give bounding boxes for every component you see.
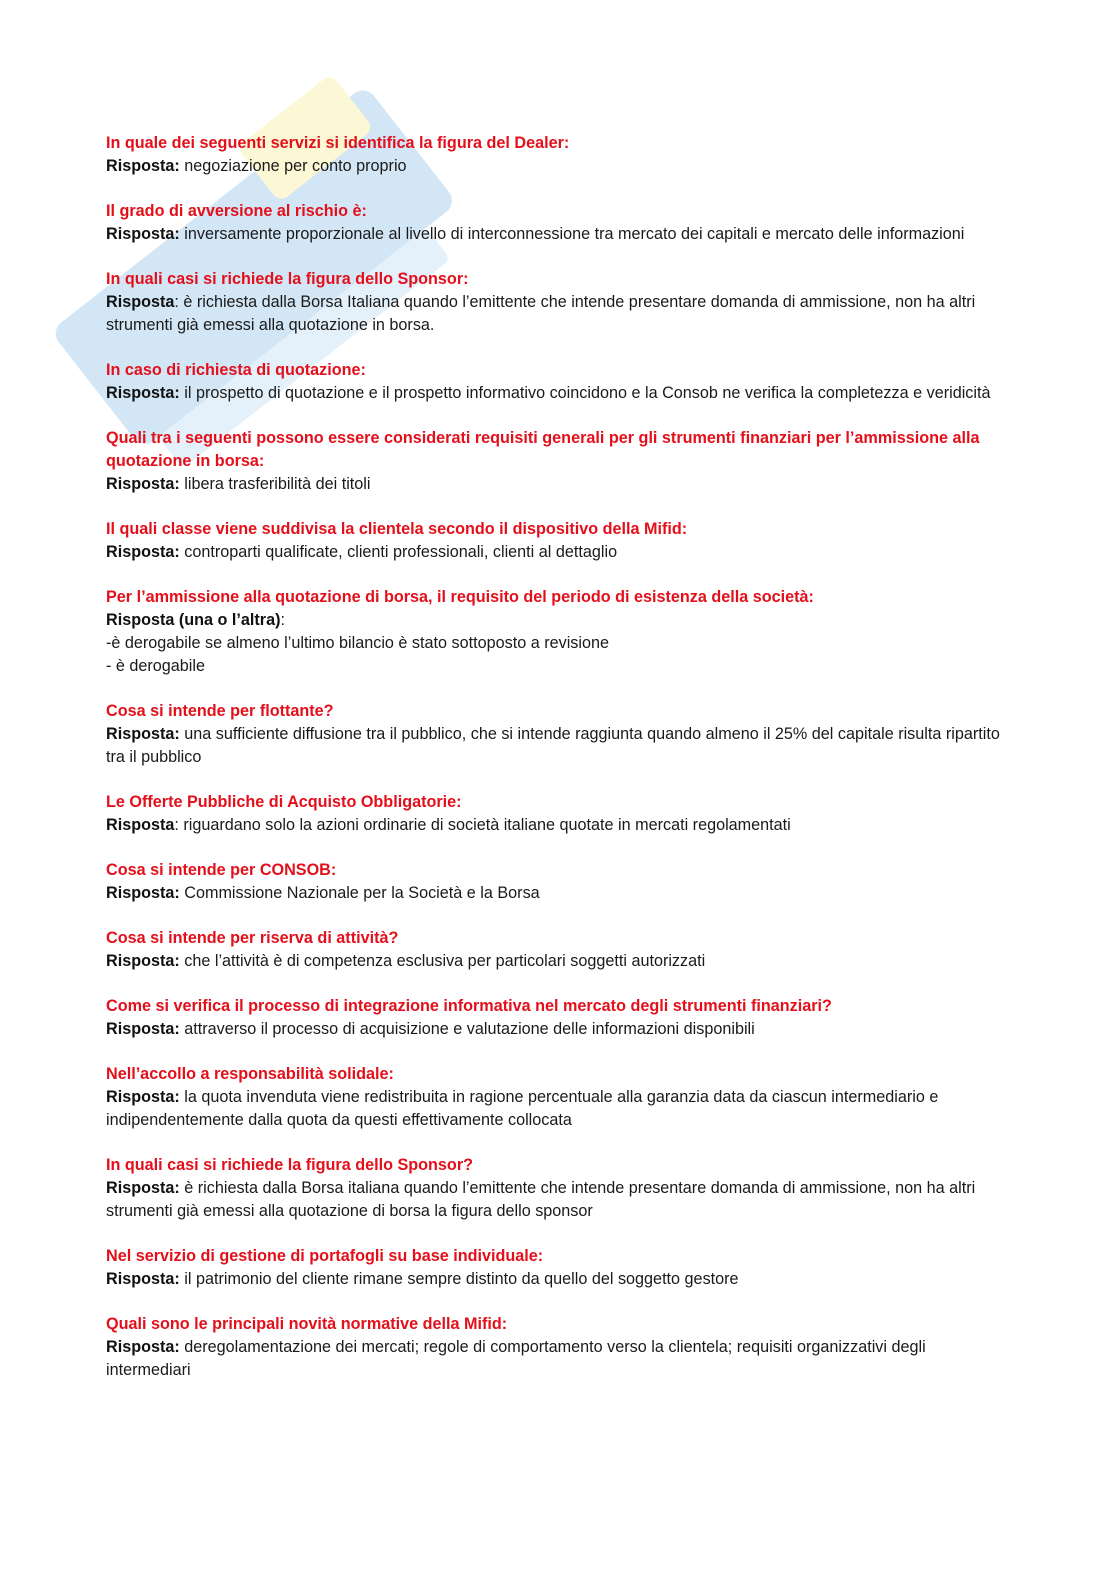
qa-item bbox=[106, 586, 1006, 678]
qa-item bbox=[106, 791, 1006, 837]
answer-label: Risposta: bbox=[106, 157, 180, 175]
question-text: Cosa si intende per CONSOB: bbox=[106, 861, 337, 879]
qa-item bbox=[106, 359, 1006, 405]
answer-label: Risposta: bbox=[106, 225, 180, 243]
question-text: Come si verifica il processo di integrazione informativa nel mercato degli strumenti finanziari? bbox=[106, 997, 832, 1015]
answer-paragraph bbox=[106, 1018, 1006, 1041]
question-text: Le Offerte Pubbliche di Acquisto Obbligatorie: bbox=[106, 793, 462, 811]
answer-text: la quota invenduta viene redistribuita in ragione percentuale alla garanzia data da ciascun intermediario e indipendentemente dalla quota da questi effettivamente collocata bbox=[106, 1088, 939, 1129]
answer-label: Risposta: bbox=[106, 543, 180, 561]
question-text: Il quali classe viene suddivisa la clientela secondo il dispositivo della Mifid: bbox=[106, 520, 688, 538]
qa-item bbox=[106, 927, 1006, 973]
answer-label: Risposta bbox=[106, 293, 175, 311]
answer-text: attraverso il processo di acquisizione e valutazione delle informazioni disponibili bbox=[179, 1020, 755, 1038]
answer-text: il patrimonio del cliente rimane sempre distinto da quello del soggetto gestore bbox=[179, 1270, 739, 1288]
question-text: Quali tra i seguenti possono essere considerati requisiti generali per gli strumenti finanziari per l’ammissione alla quotazione in borsa: bbox=[106, 429, 980, 470]
answer-text: Commissione Nazionale per la Società e la Borsa bbox=[179, 884, 540, 902]
answer-label: Risposta: bbox=[106, 1179, 180, 1197]
qa-item bbox=[106, 200, 1006, 246]
qa-item bbox=[106, 518, 1006, 564]
answer-paragraph bbox=[106, 541, 1006, 564]
qa-list bbox=[106, 132, 1006, 1404]
answer-text: : riguardano solo la azioni ordinarie di società italiane quotate in mercati regolamentati bbox=[174, 816, 791, 834]
answer-paragraph bbox=[106, 1268, 1006, 1291]
qa-item bbox=[106, 1313, 1006, 1382]
answer-option-line: -è derogabile se almeno l’ultimo bilancio è stato sottoposto a revisione bbox=[106, 634, 609, 652]
answer-text: una sufficiente diffusione tra il pubblico, che si intende raggiunta quando almeno il 25% del capitale risulta ripartito tra il pubblico bbox=[106, 725, 1000, 766]
question-text: Il grado di avversione al rischio è: bbox=[106, 202, 367, 220]
answer-paragraph bbox=[106, 1086, 1006, 1132]
answer-label: Risposta: bbox=[106, 884, 180, 902]
answer-paragraph bbox=[106, 291, 1006, 337]
question-text: Cosa si intende per flottante? bbox=[106, 702, 334, 720]
question-text: Nel servizio di gestione di portafogli su base individuale: bbox=[106, 1247, 544, 1265]
answer-text: inversamente proporzionale al livello di interconnessione tra mercato dei capitali e mercato delle informazioni bbox=[179, 225, 965, 243]
question-text: Quali sono le principali novità normative della Mifid: bbox=[106, 1315, 508, 1333]
answer-paragraph bbox=[106, 382, 1006, 405]
answer-label: Risposta bbox=[106, 816, 175, 834]
answer-text: il prospetto di quotazione e il prospetto informativo coincidono e la Consob ne verifica la completezza e veridicità bbox=[179, 384, 991, 402]
answer-text: deregolamentazione dei mercati; regole di comportamento verso la clientela; requisiti organizzativi degli intermediari bbox=[106, 1338, 926, 1379]
answer-text: : bbox=[280, 611, 285, 629]
qa-item bbox=[106, 1063, 1006, 1132]
answer-text: controparti qualificate, clienti professionali, clienti al dettaglio bbox=[179, 543, 618, 561]
answer-paragraph bbox=[106, 1177, 1006, 1223]
answer-paragraph bbox=[106, 155, 1006, 178]
answer-text: : è richiesta dalla Borsa Italiana quando l’emittente che intende presentare domanda di ammissione, non ha altri strumenti già emessi alla quotazione in borsa. bbox=[106, 293, 976, 334]
answer-paragraph bbox=[106, 609, 1006, 678]
answer-paragraph bbox=[106, 723, 1006, 769]
answer-label: Risposta: bbox=[106, 725, 180, 743]
answer-label: Risposta: bbox=[106, 1270, 180, 1288]
qa-item bbox=[106, 859, 1006, 905]
answer-paragraph bbox=[106, 814, 1006, 837]
answer-label: Risposta: bbox=[106, 1088, 180, 1106]
qa-item bbox=[106, 1245, 1006, 1291]
qa-item bbox=[106, 1154, 1006, 1223]
answer-text: è richiesta dalla Borsa italiana quando l’emittente che intende presentare domanda di ammissione, non ha altri strumenti già emessi alla quotazione di borsa la figura dello sponsor bbox=[106, 1179, 976, 1220]
answer-option-line: - è derogabile bbox=[106, 657, 205, 675]
question-text: In quali casi si richiede la figura dello Sponsor? bbox=[106, 1156, 474, 1174]
qa-item bbox=[106, 995, 1006, 1041]
answer-label: Risposta: bbox=[106, 475, 180, 493]
question-text: Nell’accollo a responsabilità solidale: bbox=[106, 1065, 394, 1083]
answer-label: Risposta: bbox=[106, 1020, 180, 1038]
qa-item bbox=[106, 132, 1006, 178]
answer-paragraph bbox=[106, 882, 1006, 905]
answer-label: Risposta (una o l’altra) bbox=[106, 611, 281, 629]
question-text: In quali casi si richiede la figura dello Sponsor: bbox=[106, 270, 469, 288]
qa-item bbox=[106, 700, 1006, 769]
question-text: Per l’ammissione alla quotazione di borsa, il requisito del periodo di esistenza della società: bbox=[106, 588, 814, 606]
question-text: Cosa si intende per riserva di attività? bbox=[106, 929, 399, 947]
qa-item bbox=[106, 427, 1006, 496]
answer-label: Risposta: bbox=[106, 384, 180, 402]
answer-label: Risposta: bbox=[106, 1338, 180, 1356]
question-text: In caso di richiesta di quotazione: bbox=[106, 361, 366, 379]
answer-text: libera trasferibilità dei titoli bbox=[179, 475, 371, 493]
answer-paragraph bbox=[106, 950, 1006, 973]
answer-paragraph bbox=[106, 473, 1006, 496]
answer-label: Risposta: bbox=[106, 952, 180, 970]
answer-text: che l’attività è di competenza esclusiva per particolari soggetti autorizzati bbox=[179, 952, 706, 970]
qa-item bbox=[106, 268, 1006, 337]
question-text: In quale dei seguenti servizi si identifica la figura del Dealer: bbox=[106, 134, 570, 152]
answer-text: negoziazione per conto proprio bbox=[179, 157, 407, 175]
answer-paragraph bbox=[106, 223, 1006, 246]
answer-paragraph bbox=[106, 1336, 1006, 1382]
